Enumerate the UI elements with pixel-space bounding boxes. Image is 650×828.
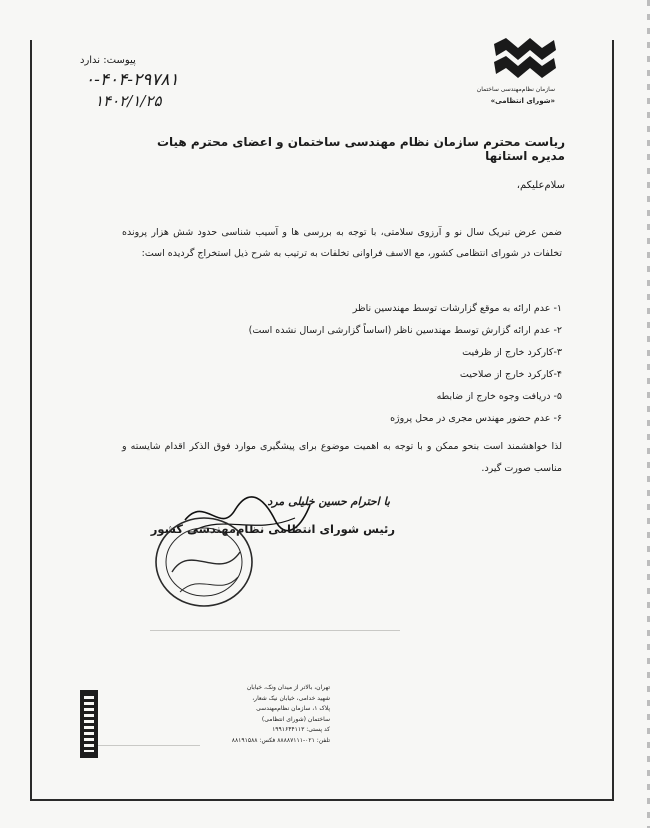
organization-name: سازمان نظام‌مهندسی ساختمان [476, 86, 555, 93]
greeting: سلام‌علیکم، [516, 180, 565, 191]
list-item: ۳-کارکرد خارج از ظرفیت [462, 347, 562, 358]
violations-list [122, 298, 562, 430]
list-item: ۵- دریافت وجوه خارج از ضابطه [436, 391, 562, 402]
page-border-left [30, 40, 32, 800]
organization-council: «شورای انتظامی» [490, 97, 555, 105]
address-line: ساختمان (شورای انتظامی) [261, 715, 330, 723]
address-line: شهید خدامی، خیابان نیک شعار، [252, 694, 330, 702]
signer-name: با احترام حسین خلیلی مرد [267, 495, 390, 508]
list-item: ۲- عدم ارائه گزارش توسط مهندسین ناظر (اساساً گزارشی ارسال نشده است) [248, 325, 562, 336]
address-line: تلفن: ۰۲۱-۸۸۸۸۷۱۱۱ فکس: ۸۸۱۹۱۵۸۸ [231, 736, 330, 744]
barcode-icon [80, 690, 98, 758]
reference-number: ۰-۴۰۴-۲۹۷۸۱ [85, 70, 179, 90]
address-line: پلاک ۱، سازمان نظام‌مهندسی [256, 705, 330, 712]
address-line: تهران، بالاتر از میدان ونک، خیابان [246, 684, 330, 691]
addressee-heading: ریاست محترم سازمان نظام مهندسی ساختمان و اعضای محترم هیات مدیره استانها [156, 135, 565, 163]
organization-logo-icon [490, 38, 560, 82]
footer-address [210, 683, 330, 746]
faint-rule [90, 745, 200, 746]
reference-date: ۱۴۰۲/۱/۲۵ [95, 92, 162, 110]
faint-rule [150, 630, 400, 631]
list-item: ۴-کارکرد خارج از صلاحیت [459, 369, 562, 380]
attachment-label: پیوست: ندارد [80, 55, 136, 66]
page-border-bottom [30, 799, 614, 801]
page-border-right [612, 40, 614, 800]
signer-title: رئیس شورای انتظامی نظام‌مهندسی کشور [150, 522, 395, 536]
official-stamp-icon [150, 512, 258, 612]
body-paragraph: ضمن عرض تبریک سال نو و آرزوی سلامتی، با توجه به بررسی ها و آسیب شناسی حدود شش هزار پرونده تخلفات در شورای انتظامی کشور، مع الاسف فراوانی تخلفات به ترتیب به شرح ذیل استخراج گردیده است: [122, 227, 562, 259]
list-item: ۱- عدم ارائه به موقع گزارشات توسط مهندسین ناظر [352, 303, 562, 314]
list-item: ۶- عدم حضور مهندس مجری در محل پروژه [390, 413, 562, 424]
address-line: کد پستی: ۱۹۹۱۶۴۴۱۱۳ [272, 726, 330, 733]
closing-paragraph: لذا خواهشمند است بنحو ممکن و با توجه به اهمیت موضوع برای پیشگیری موارد فوق الذکر اقدام شایسته و مناسب صورت گیرد. [122, 441, 562, 474]
